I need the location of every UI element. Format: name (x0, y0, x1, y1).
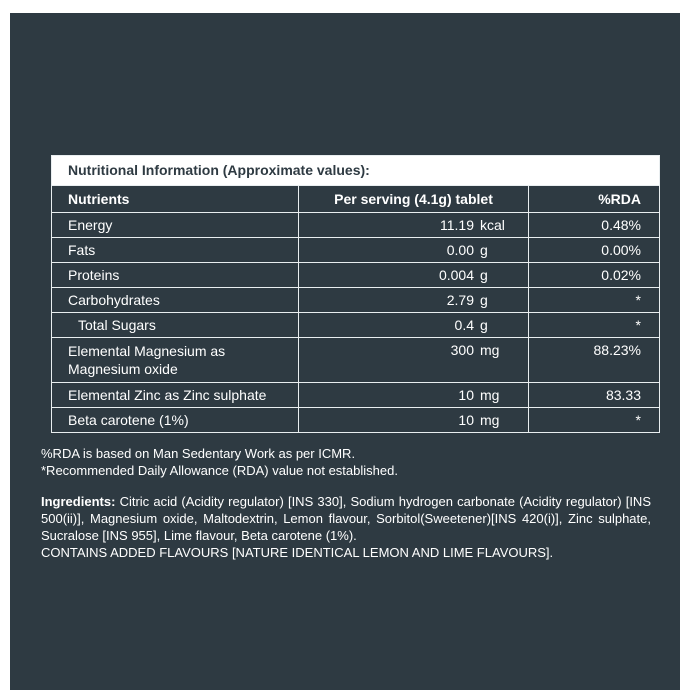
table-row (52, 337, 659, 382)
header-nutrients: Nutrients (68, 191, 130, 207)
nutrient-name: Fats (68, 242, 96, 258)
nutrient-unit: g (480, 267, 488, 283)
table-row (52, 382, 659, 407)
nutrient-name: Elemental Magnesium as Magnesium oxide (68, 343, 226, 377)
nutrition-table (51, 155, 660, 433)
rda-note-asterisk: *Recommended Daily Allowance (RDA) value not established. (41, 463, 398, 478)
nutrient-rda: * (528, 408, 659, 432)
nutrient-rda: * (528, 288, 659, 312)
nutrient-amount (298, 383, 528, 407)
header-serving: Per serving (4.1g) tablet (298, 186, 528, 212)
nutrient-name: Elemental Zinc as Zinc sulphate (68, 387, 267, 403)
table-title: Nutritional Information (Approximate values): (52, 156, 659, 185)
header-rda: %RDA (528, 186, 659, 212)
nutrient-amount (298, 213, 528, 237)
nutrient-rda: 0.48% (528, 213, 659, 237)
ingredients-text (41, 493, 651, 544)
nutrient-unit: g (480, 292, 488, 308)
rda-notes (41, 445, 651, 479)
nutrient-rda: 0.00% (528, 238, 659, 262)
nutrient-rda: 88.23% (528, 338, 659, 382)
nutrient-value: 10 (458, 387, 474, 403)
nutrient-amount (298, 408, 528, 432)
nutrient-amount (298, 338, 528, 382)
ingredients-block (41, 493, 651, 561)
table-header-row (52, 185, 659, 212)
nutrient-rda: * (528, 313, 659, 337)
table-row (52, 237, 659, 262)
table-row (52, 262, 659, 287)
nutrient-value: 10 (458, 412, 474, 428)
nutrient-unit: mg (480, 387, 500, 403)
nutrient-rda: 0.02% (528, 263, 659, 287)
nutrient-amount (298, 263, 528, 287)
nutrient-amount (298, 288, 528, 312)
nutrient-value: 300 (450, 342, 474, 358)
nutrient-unit: mg (480, 342, 500, 358)
nutrient-name: Total Sugars (78, 317, 156, 333)
nutrient-rda: 83.33 (528, 383, 659, 407)
table-row (52, 287, 659, 312)
nutrient-unit: g (480, 317, 488, 333)
nutrient-name: Carbohydrates (68, 292, 160, 308)
nutrient-value: 0.4 (454, 317, 474, 333)
ingredients-list: Citric acid (Acidity regulator) [INS 330], Sodium hydrogen carbonate (Acidity regulator) [INS 500(ii)], Magnesium oxide, Maltodextrin, Lemon flavour, Sorbitol(Sweetener)[INS 420(i)], Zinc sulphate, Sucralose [INS 955], Lime flavour, Beta carotene (1%). (41, 494, 651, 543)
nutrient-unit: mg (480, 412, 500, 428)
nutrient-name: Proteins (68, 267, 120, 283)
label-panel (10, 13, 680, 690)
nutrient-value: 11.19 (440, 217, 474, 233)
nutrient-value: 0.004 (438, 267, 474, 283)
table-row (52, 312, 659, 337)
nutrient-amount (298, 313, 528, 337)
ingredients-label: Ingredients: (41, 494, 116, 509)
rda-note-basis: %RDA is based on Man Sedentary Work as per ICMR. (41, 446, 356, 461)
contains-flavours: CONTAINS ADDED FLAVOURS [NATURE IDENTICAL LEMON AND LIME FLAVOURS]. (41, 545, 554, 560)
nutrient-name: Beta carotene (1%) (68, 412, 189, 428)
table-row (52, 407, 659, 432)
nutrient-value: 2.79 (446, 292, 474, 308)
nutrient-unit: kcal (480, 217, 505, 233)
nutrient-amount (298, 238, 528, 262)
table-row (52, 212, 659, 237)
nutrient-unit: g (480, 242, 488, 258)
nutrient-value: 0.00 (446, 242, 474, 258)
nutrient-name: Energy (68, 217, 113, 233)
